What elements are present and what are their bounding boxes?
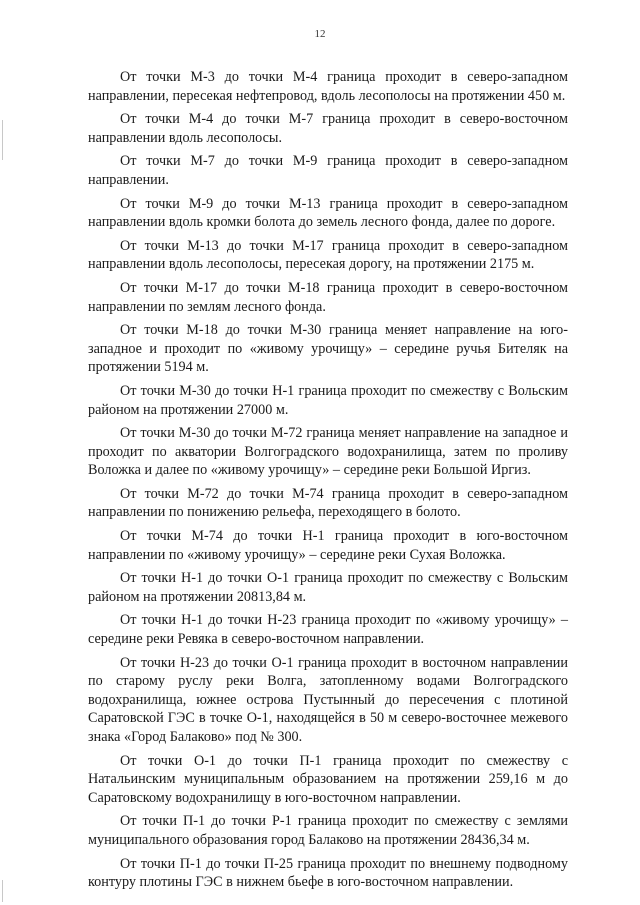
paragraph: От точки Н-23 до точки О-1 граница проходит в восточном направлении по старому руслу реки Волга, затопленному водами Волгоградского водохранилища, южнее острова Пустынный до пересечения с плотиной Саратовской ГЭС в точке О-1, находящейся в 50 м северо-восточнее межевого знака «Город Балаково» под № 300. xyxy=(88,654,568,745)
paragraph: От точки М-30 до точки М-72 граница меняет направление на западное и проходит по акватории Волгоградского водохранилища, затем по проливу Воложка и далее по «живому урочищу» – середине реки Большой Иргиз. xyxy=(88,425,568,479)
paragraph: От точки М-72 до точки М-74 граница проходит в северо-западном направлении по понижению рельефа, переходящего в болото. xyxy=(88,485,568,521)
scan-edge-mark xyxy=(2,880,3,902)
paragraph: От точки М-30 до точки Н-1 граница проходит по смежеству с Вольским районом на протяжении 27000 м. xyxy=(88,382,568,418)
paragraph: От точки М-9 до точки М-13 граница проходит в северо-западном направлении вдоль кромки болота до земель лесного фонда, далее по дороге. xyxy=(88,195,568,231)
paragraph: От точки П-1 до точки П-25 граница проходит по внешнему подводному контуру плотины ГЭС в нижнем бьефе в юго-восточном направлении. xyxy=(88,855,568,891)
paragraph: От точки М-3 до точки М-4 граница проходит в северо-западном направлении, пересекая нефтепровод, вдоль лесополосы на протяжении 450 м. xyxy=(88,69,568,104)
paragraph: От точки Н-1 до точки Н-23 граница проходит по «живому урочищу» – середине реки Ревяка в северо-восточном направлении. xyxy=(88,612,568,648)
paragraph: От точки Н-1 до точки О-1 граница проходит по смежеству с Вольским районом на протяжении 20813,84 м. xyxy=(88,570,568,605)
paragraph: От точки М-4 до точки М-7 граница проходит в северо-восточном направлении вдоль лесополосы. xyxy=(88,111,568,146)
paragraph: От точки М-18 до точки М-30 граница меняет направление на юго-западное и проходит по «живому урочищу» – середине ручья Бителяк на протяжении 5194 м. xyxy=(88,322,568,376)
paragraph: От точки М-74 до точки Н-1 граница проходит в юго-восточном направлении по «живому урочищу» – середине реки Сухая Воложка. xyxy=(88,528,568,563)
paragraph: От точки П-1 до точки Р-1 граница проходит по смежеству с землями муниципального образования город Балаково на протяжении 28436,34 м. xyxy=(88,813,568,848)
paragraph: От точки М-13 до точки М-17 граница проходит в северо-западном направлении вдоль лесополосы, пересекая дорогу, на протяжении 2175 м. xyxy=(88,237,568,273)
scan-edge-mark xyxy=(2,120,3,160)
page-number: 12 xyxy=(314,28,326,40)
document-body xyxy=(88,68,568,897)
paragraph: От точки М-17 до точки М-18 граница проходит в северо-восточном направлении по землям лесного фонда. xyxy=(88,279,568,315)
paragraph: От точки О-1 до точки П-1 граница проходит по смежеству с Натальинским муниципальным образованием на протяжении 259,16 м до Саратовскому водохранилищу в юго-восточном направлении. xyxy=(88,752,568,806)
paragraph: От точки М-7 до точки М-9 граница проходит в северо-западном направлении. xyxy=(88,153,568,188)
